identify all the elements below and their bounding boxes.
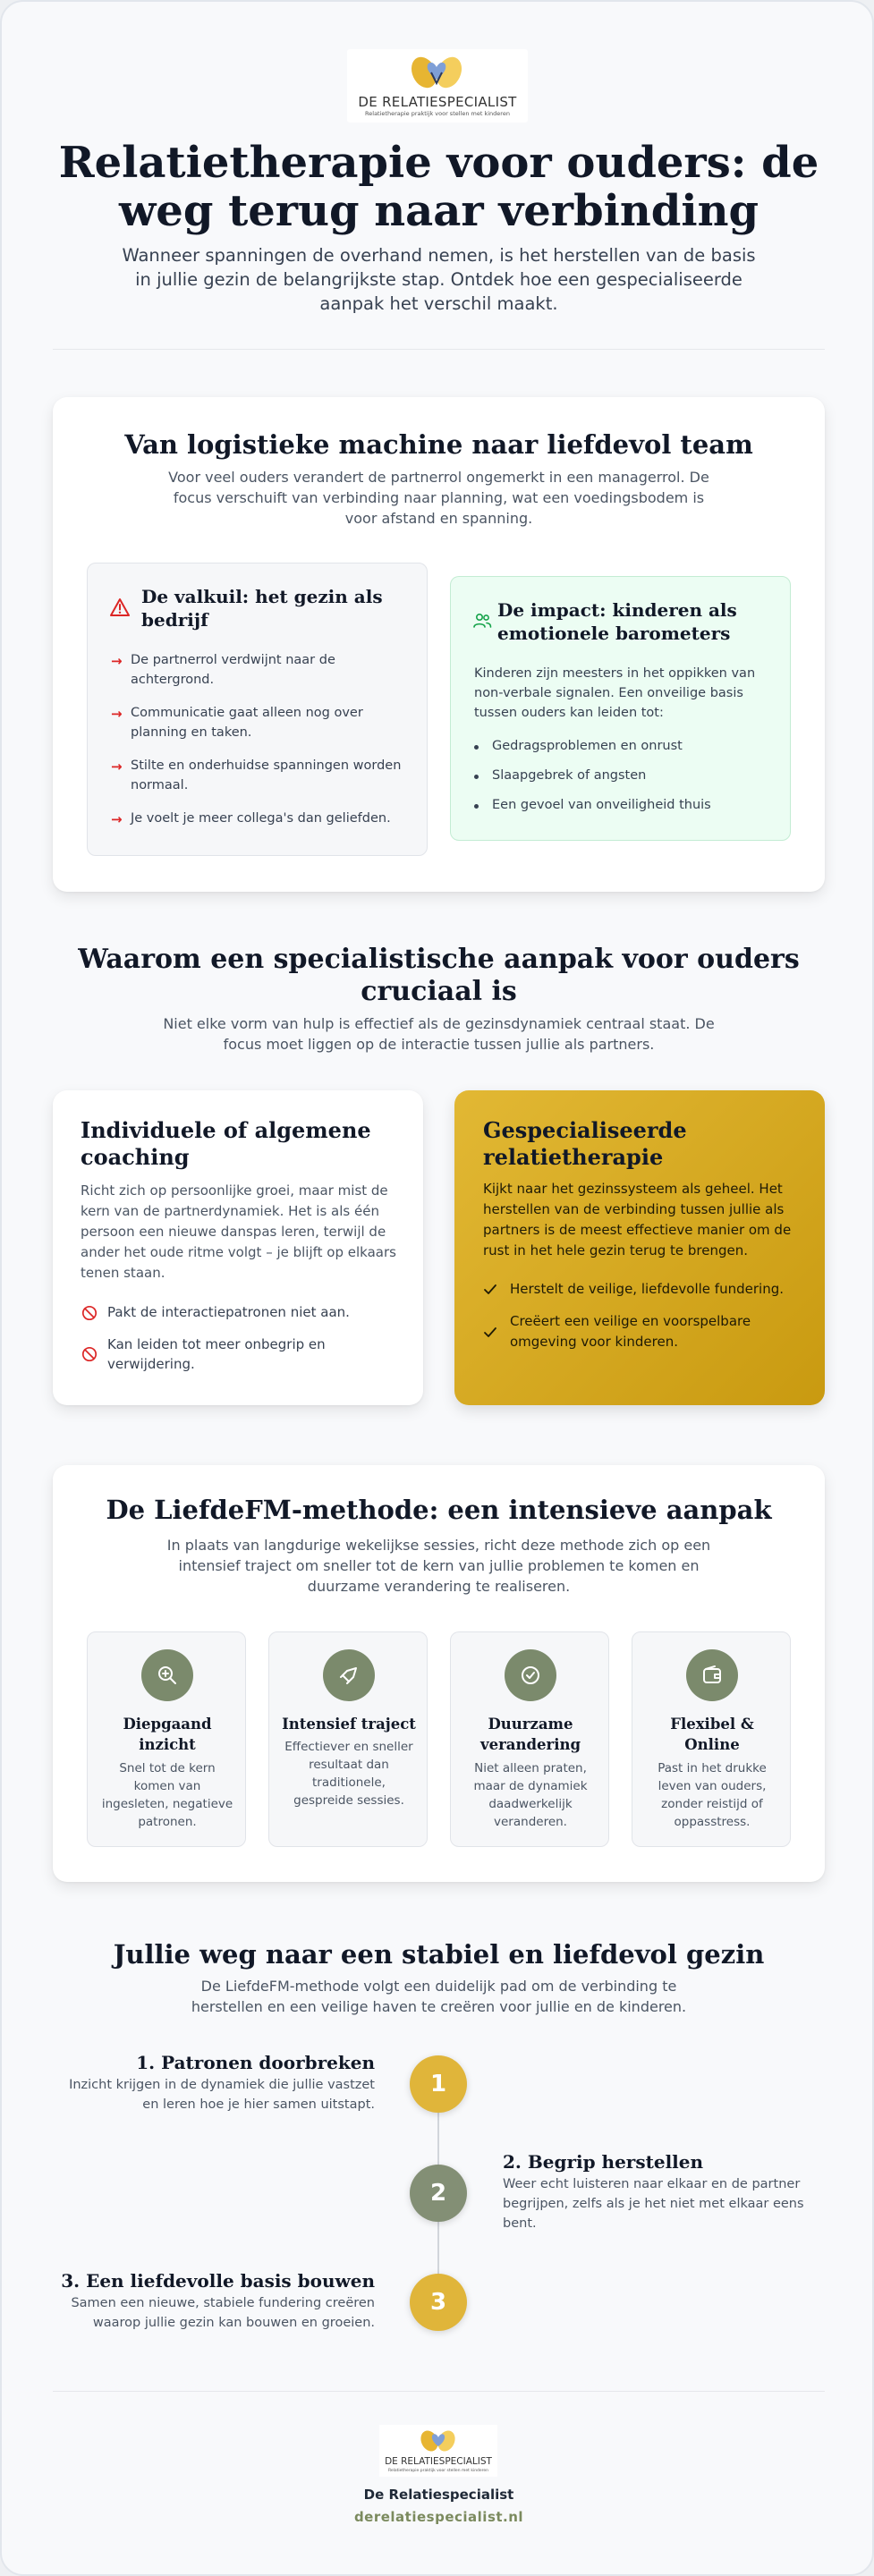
why-title: Waarom een specialistische aanpak voor ouders cruciaal is [78,944,800,1007]
individual-coaching-card [53,1090,423,1405]
footer-logo[interactable] [379,2425,497,2477]
step-1-title: 1. Patronen doorbreken [136,2052,375,2073]
impact-title: De impact: kinderen als emotionele barometers [497,599,737,644]
impact-box [450,576,791,841]
method-tile-flexible [632,1631,791,1847]
page-lead: Wanneer spanningen de overhand nemen, is het herstellen van de basis in jullie gezin de belangrijkste stap. Ontdek hoe een gespecialiseerde aanpak het verschil maakt. [122,245,756,314]
impact-item: Gedragsproblemen en onrust [492,739,683,753]
step-3-title: 3. Een liefdevolle basis bouwen [61,2270,375,2292]
tile-icon-circle [505,1649,556,1701]
specialized-therapy-card [454,1090,825,1405]
forbidden-icon [81,1305,98,1321]
why-desc: Niet elke vorm van hulp is effectief als de gezinsdynamiek centraal staat. De focus moet liggen op de interactie tussen jullie als partners. [163,1015,715,1053]
method-tile-intensive [268,1631,428,1847]
path-title: Jullie weg naar een stabiel en liefdevol gezin [113,1939,765,1970]
logo-name: DE RELATIESPECIALIST [358,94,517,110]
header-divider [53,349,825,350]
step-3-circle: 3 [410,2274,467,2331]
tile-icon-circle [141,1649,193,1701]
method-tile-lasting [450,1631,609,1847]
method-title: De LiefdeFM-methode: een intensieve aanpak [106,1495,772,1525]
path-desc: De LiefdeFM-methode volgt een duidelijk pad om de verbinding te herstellen en een veilige haven te creëren voor jullie en de kinderen. [191,1978,687,2015]
individual-item: Pakt de interactiepatronen niet aan. [107,1304,350,1320]
step-1-text: Inzicht krijgen in de dynamiek die jullie vastzet en leren hoe je hier samen uitstapt. [69,2078,375,2112]
method-desc: In plaats van langdurige wekelijkse sessies, richt deze methode zich op een intensief traject om sneller tot de kern van jullie problemen te komen en duurzame verandering te realiseren. [166,1537,711,1595]
check-icon [483,1284,497,1296]
footer-company-name: De Relatiespecialist [363,2487,514,2503]
logistics-title: Van logistieke machine naar liefdevol team [124,429,753,460]
tile-icon-circle [323,1649,375,1701]
footer-logo-name: DE RELATIESPECIALIST [385,2456,492,2467]
pitfall-item: Stilte en onderhuidse spanningen worden normaal. [131,758,402,792]
check-icon [483,1326,497,1339]
pitfall-item: De partnerrol verdwijnt naar de achtergrond. [131,653,335,687]
arrow-icon: → [111,811,123,827]
footer-divider [53,2391,825,2392]
pitfall-title: De valkuil: het gezin als bedrijf [141,586,383,631]
arrow-icon: → [111,758,123,775]
tile-title: Flexibel & Online [670,1716,754,1753]
bullet-dot [474,775,479,779]
warning-icon [109,597,131,617]
tile-text: Snel tot de kern komen van ingesleten, negatieve patronen. [101,1761,233,1829]
logo-mark-icon [379,2425,497,2455]
step-2-title: 2. Begrip herstellen [503,2151,704,2173]
wallet-icon [701,1665,723,1686]
step-2-circle: 2 [410,2165,467,2222]
tile-text: Effectiever en sneller resultaat dan traditionele, gespreide sessies. [284,1740,413,1808]
tile-icon-circle [686,1649,738,1701]
header-logo[interactable] [347,49,528,123]
method-tile-insight [87,1631,246,1847]
step-2-text: Weer echt luisteren naar elkaar en de partner begrijpen, zelfs als je het niet met elkaar eens bent. [503,2177,804,2231]
step-3-text: Samen een nieuwe, stabiele fundering creëren waarop jullie gezin kan bouwen en groeien. [71,2296,375,2330]
impact-item: Slaapgebrek of angsten [492,768,647,783]
check-circle-icon [520,1665,541,1686]
logo-mark-icon [347,49,528,94]
logistics-card [53,397,825,892]
impact-intro: Kinderen zijn meesters in het oppikken van non-verbale signalen. Een onveilige basis tussen ouders kan leiden tot: [474,666,756,720]
arrow-icon: → [111,653,123,669]
logistics-desc: Voor veel ouders verandert de partnerrol ongemerkt in een managerrol. De focus verschuift van verbinding naar planning, wat een voedingsbodem is voor afstand en spanning. [168,469,709,527]
page-title: Relatietherapie voor ouders: de weg terug naar verbinding [58,138,819,236]
tile-title: Intensief traject [282,1716,416,1733]
specialized-text: Kijkt naar het gezinssysteem als geheel. Het herstellen van de verbinding tussen jullie als partners is de meest effectieve manier om de rust in het hele gezin terug te brengen. [483,1181,792,1258]
step-1-circle: 1 [410,2055,467,2113]
footer-website-link[interactable]: derelatiespecialist.nl [353,2509,524,2525]
individual-text: Richt zich op persoonlijke groei, maar mist de kern van de partnerdynamiek. Het is als één persoon een nieuwe danspas leren, terwijl de ander het oude ritme volgt – je blijft op elkaars tenen staan. [81,1182,396,1281]
pitfall-box [87,563,428,856]
individual-title: Individuele of algemene coaching [81,1117,371,1170]
arrow-icon: → [111,706,123,722]
footer-logo-tagline: Relatietherapie praktijk voor stellen met kinderen [387,2469,489,2473]
specialized-title: Gespecialiseerde relatietherapie [483,1117,687,1170]
pitfall-item: Je voelt je meer collega's dan geliefden. [131,811,391,826]
rocket-icon [338,1665,360,1686]
pitfall-item: Communicatie gaat alleen nog over planning en taken. [131,706,363,740]
users-icon [472,613,492,629]
logo-tagline: Relatietherapie praktijk voor stellen met kinderen [365,110,510,117]
specialized-item: Creëert een veilige en voorspelbare omgeving voor kinderen. [510,1313,751,1350]
individual-item: Kan leiden tot meer onbegrip en verwijdering. [107,1336,326,1372]
impact-item: Een gevoel van onveiligheid thuis [492,798,711,812]
tile-text: Niet alleen praten, maar de dynamiek daadwerkelijk veranderen. [473,1761,588,1829]
bullet-dot [474,804,479,809]
tile-text: Past in het drukke leven van ouders, zonder reistijd of oppasstress. [658,1761,767,1829]
tile-title: Duurzame verandering [480,1716,581,1753]
tile-title: Diepgaand inzicht [123,1716,212,1753]
specialized-item: Herstelt de veilige, liefdevolle fundering. [510,1281,784,1297]
bullet-dot [474,745,479,750]
search-plus-icon [157,1665,178,1686]
forbidden-icon [81,1346,98,1362]
